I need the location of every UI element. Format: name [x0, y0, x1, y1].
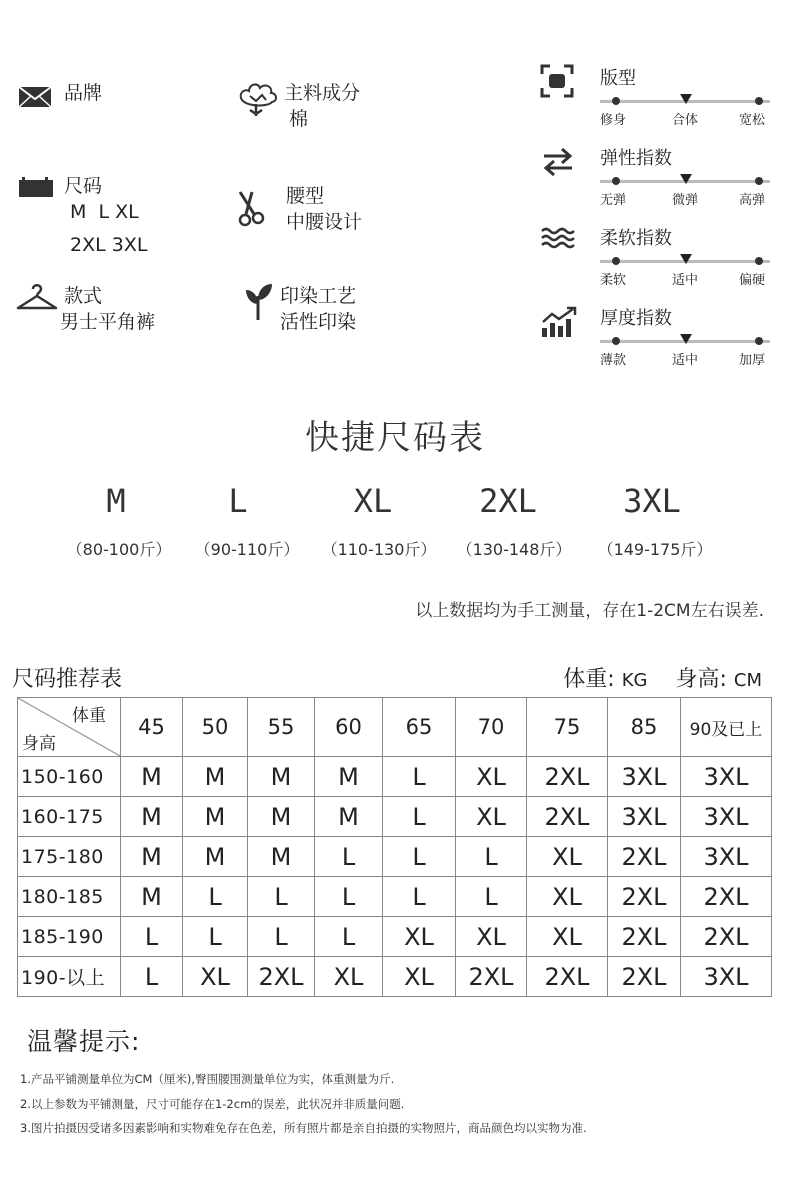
scale-label: 无弹	[600, 193, 627, 208]
weight-header: 45	[121, 698, 183, 757]
units-legend	[563, 662, 762, 693]
quick-range: （149-175斤）	[597, 540, 713, 559]
quick-size-title: 快捷尺码表	[305, 418, 485, 458]
scale-label: 合体	[672, 113, 699, 128]
index-fit-title: 版型	[600, 68, 636, 89]
size-cell: XL	[383, 957, 456, 997]
quick-range: （110-130斤）	[321, 540, 437, 559]
corner-height-label: 身高	[22, 734, 56, 754]
quick-size: 3XL	[623, 482, 681, 520]
tips-title: 温馨提示:	[27, 1027, 141, 1056]
weight-header: 65	[383, 698, 456, 757]
table-row	[18, 757, 772, 797]
size-tag-icon	[18, 176, 54, 198]
cotton-icon	[236, 80, 280, 118]
index-elastic-scale	[600, 172, 770, 212]
index-elastic-title: 弹性指数	[600, 148, 672, 169]
size-cell: XL	[456, 757, 527, 797]
size-cell: 3XL	[681, 757, 772, 797]
size-cell: L	[456, 837, 527, 877]
table-header-row	[18, 698, 772, 757]
size-cell: L	[315, 877, 383, 917]
size-cell: 2XL	[456, 957, 527, 997]
size-cell: L	[315, 837, 383, 877]
tip-item: 1.产品平铺测量单位为CM（厘米),臀围腰围测量单位为实，体重测量为斤.	[20, 1072, 395, 1086]
size-cell: 3XL	[608, 797, 681, 837]
size-cell: L	[383, 757, 456, 797]
size-cell: XL	[456, 917, 527, 957]
quick-range: （80-100斤）	[66, 540, 172, 559]
scale-label: 加厚	[739, 353, 766, 368]
recommend-title: 尺码推荐表	[12, 667, 123, 692]
size-values-line2: 2XL 3XL	[70, 234, 148, 256]
table-row	[18, 877, 772, 917]
style-label: 款式	[64, 285, 103, 307]
size-recommend-table	[17, 697, 772, 997]
weight-header: 90及已上	[681, 698, 772, 757]
size-cell: 2XL	[608, 917, 681, 957]
index-fit-scale	[600, 92, 770, 132]
size-cell: M	[315, 757, 383, 797]
size-cell: L	[248, 917, 315, 957]
size-cell: 2XL	[248, 957, 315, 997]
elastic-icon	[540, 146, 576, 178]
scale-label: 高弹	[739, 193, 766, 208]
table-row	[18, 837, 772, 877]
size-cell: 3XL	[681, 837, 772, 877]
scale-label: 柔软	[600, 273, 627, 288]
scale-label: 适中	[672, 353, 699, 368]
tip-item: 3.图片拍摄因受诸多因素影响和实物难免存在色差，所有照片都是亲自拍摄的实物照片，商品颜色均以实物为准.	[20, 1121, 587, 1135]
scale-label: 微弹	[672, 193, 699, 208]
size-cell: XL	[183, 957, 248, 997]
height-range-cell: 160-175	[18, 797, 121, 837]
chart-icon	[540, 306, 578, 338]
size-cell: M	[121, 797, 183, 837]
waist-label: 腰型	[286, 185, 325, 207]
size-cell: M	[248, 837, 315, 877]
height-unit: CM	[733, 670, 762, 691]
weight-header: 70	[456, 698, 527, 757]
size-cell: M	[248, 797, 315, 837]
fit-icon	[540, 64, 574, 98]
size-cell: L	[183, 877, 248, 917]
size-cell: 2XL	[681, 877, 772, 917]
height-range-cell: 150-160	[18, 757, 121, 797]
quick-size: L	[228, 482, 248, 520]
measurement-note: 以上数据均为手工测量，存在1-2CM左右误差.	[415, 601, 764, 621]
size-cell: M	[121, 757, 183, 797]
size-values-line1: M L XL	[70, 201, 139, 223]
size-cell: 2XL	[527, 797, 608, 837]
style-value: 男士平角裤	[60, 311, 156, 333]
size-cell: 2XL	[527, 757, 608, 797]
index-thickness-title: 厚度指数	[600, 308, 672, 329]
size-cell: M	[121, 837, 183, 877]
size-cell: XL	[456, 797, 527, 837]
index-soft-scale	[600, 252, 770, 292]
height-range-cell: 190-以上	[18, 957, 121, 997]
size-cell: 3XL	[608, 757, 681, 797]
dye-label: 印染工艺	[280, 285, 357, 307]
quick-size: XL	[353, 482, 393, 520]
quick-size: M	[106, 482, 126, 520]
size-cell: M	[315, 797, 383, 837]
size-cell: M	[183, 837, 248, 877]
size-label: 尺码	[64, 175, 103, 197]
quick-range: （90-110斤）	[194, 540, 300, 559]
size-cell: L	[456, 877, 527, 917]
scale-label: 修身	[600, 113, 627, 128]
corner-weight-label: 体重	[72, 706, 106, 726]
size-cell: M	[183, 757, 248, 797]
size-cell: XL	[527, 877, 608, 917]
envelope-icon	[18, 86, 52, 108]
size-cell: 3XL	[681, 797, 772, 837]
waist-value: 中腰设计	[286, 211, 363, 233]
dye-value: 活性印染	[280, 311, 357, 333]
wave-icon	[540, 226, 576, 250]
height-label: 身高:	[675, 667, 727, 692]
weight-header: 50	[183, 698, 248, 757]
size-cell: L	[315, 917, 383, 957]
size-cell: 2XL	[608, 837, 681, 877]
weight-unit: KG	[621, 670, 648, 691]
tip-item: 2.以上参数为平铺测量，尺寸可能存在1-2cm的误差，此状况并非质量问题.	[20, 1097, 405, 1111]
weight-header: 75	[527, 698, 608, 757]
quick-size: 2XL	[479, 482, 537, 520]
size-cell: 2XL	[608, 877, 681, 917]
size-cell: L	[183, 917, 248, 957]
scale-label: 偏硬	[739, 273, 766, 288]
material-label: 主料成分	[284, 82, 361, 104]
weight-header: 60	[315, 698, 383, 757]
height-range-cell: 175-180	[18, 837, 121, 877]
size-cell: L	[383, 877, 456, 917]
index-soft-title: 柔软指数	[600, 228, 672, 249]
size-cell: M	[121, 877, 183, 917]
height-range-cell: 185-190	[18, 917, 121, 957]
size-cell: L	[121, 957, 183, 997]
size-cell: 3XL	[681, 957, 772, 997]
table-row	[18, 917, 772, 957]
size-cell: L	[383, 837, 456, 877]
weight-header: 85	[608, 698, 681, 757]
size-cell: 2XL	[527, 957, 608, 997]
size-cell: 2XL	[681, 917, 772, 957]
scale-label: 适中	[672, 273, 699, 288]
height-range-cell: 180-185	[18, 877, 121, 917]
corner-cell	[18, 698, 121, 757]
plant-icon	[244, 282, 274, 322]
brand-label: 品牌	[64, 82, 103, 104]
table-row	[18, 957, 772, 997]
weight-label: 体重:	[563, 667, 615, 692]
size-cell: L	[383, 797, 456, 837]
size-cell: L	[121, 917, 183, 957]
hanger-icon	[16, 282, 58, 312]
scale-label: 宽松	[739, 113, 766, 128]
index-thickness-scale	[600, 332, 770, 372]
size-cell: M	[248, 757, 315, 797]
table-row	[18, 797, 772, 837]
size-cell: XL	[383, 917, 456, 957]
size-cell: 2XL	[608, 957, 681, 997]
scissors-icon	[236, 188, 276, 228]
weight-header: 55	[248, 698, 315, 757]
size-cell: L	[248, 877, 315, 917]
size-cell: XL	[315, 957, 383, 997]
size-cell: XL	[527, 837, 608, 877]
size-cell: XL	[527, 917, 608, 957]
size-cell: M	[183, 797, 248, 837]
scale-label: 薄款	[600, 353, 627, 368]
quick-range: （130-148斤）	[456, 540, 572, 559]
material-value: 棉	[289, 108, 309, 130]
